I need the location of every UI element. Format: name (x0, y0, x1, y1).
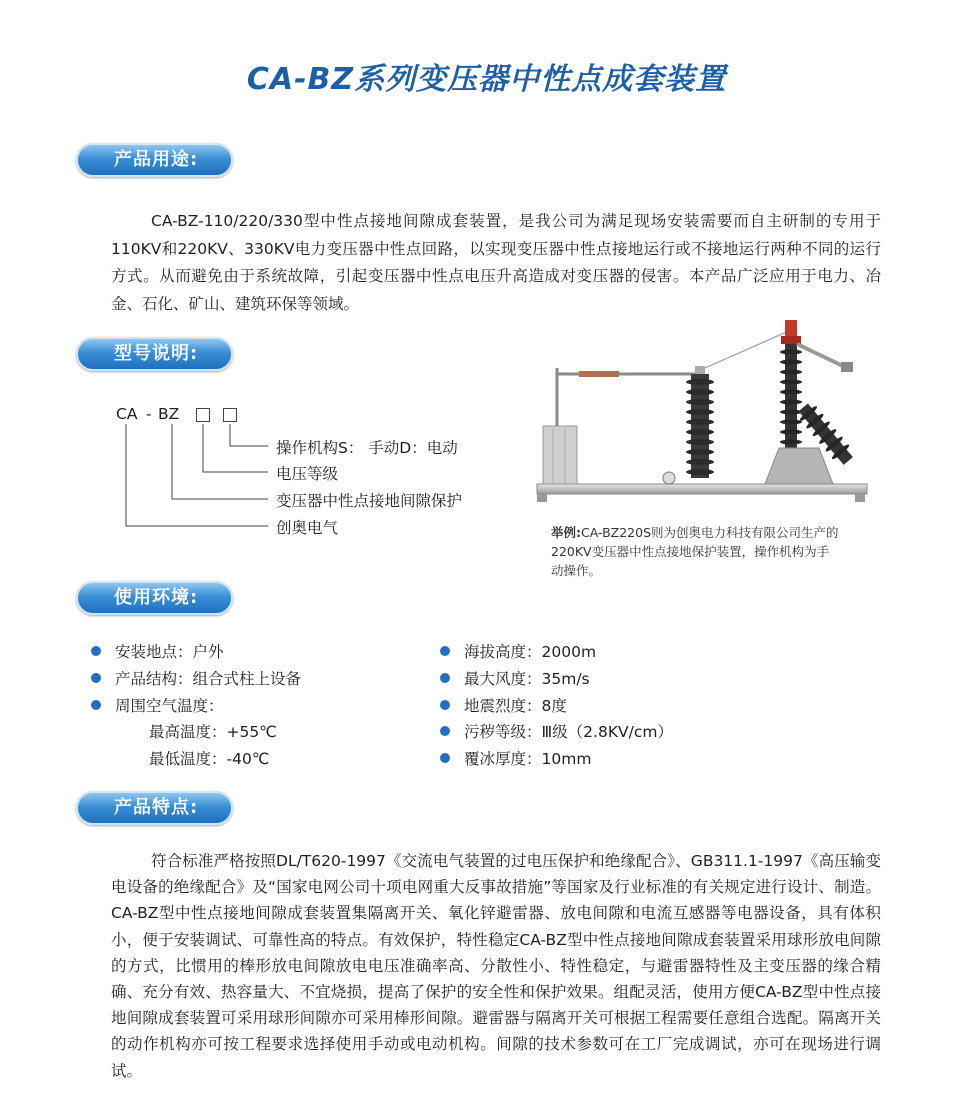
arrester-top (785, 320, 797, 338)
bullet-icon (91, 646, 101, 656)
leader-line-voltage (203, 424, 268, 472)
env-text: 海拔高度：2000m (464, 643, 597, 661)
model-dash: - (146, 405, 152, 423)
env-item (440, 640, 596, 662)
middle-cap (695, 366, 705, 374)
model-prefix-ca: CA (116, 405, 138, 423)
base-foot-right (855, 494, 865, 502)
model-line-operation: 操作机构S： 手动D：电动 (276, 439, 458, 457)
env-text: 周围空气温度： (115, 697, 224, 715)
arrester-column (780, 344, 802, 450)
switch-arm (797, 344, 847, 368)
features-paragraph: 符合标准严格按照DL/T620-1997《交流电气装置的过电压保护和绝缘配合》、GB311.1-1997《高压输变电设备的绝缘配合》及“国家电网公司十项电网重大反事故措施”等国家及行业标准的有关规定进行设计、制造。CA-BZ型中性点接地间隙成套装置集隔离开关、氧化锌避雷器、放电间隙和电流互感器等电器设备，具有体积小，便于安装调试、可靠性高的特点。有效保护，特性稳定CA-BZ型中性点接地间隙成套装置采用球形放电间隙的方式，比惯用的棒形放电间隙放电电压准确率高、分散性小、特性稳定，与避雷器特性及主变压器的缘合精确、充分有效、热容量大、不宜烧损，提高了保护的安全性和保护效果。组配灵活，使用方便CA-BZ型中性点接地间隙成套装置可采用球形间隙亦可采用棒形间隙。避雷器与隔离开关可根据工程需要任意组合选配。隔离开关的动作机构亦可按工程要求选择使用手动或电动机构。间隙的技术参数可在工厂完成调试，亦可在现场进行调试。 (111, 852, 881, 1080)
section-tag-usage: 产品用途: (76, 143, 233, 177)
usage-paragraph: CA-BZ-110/220/330型中性点接地间隙成套装置，是我公司为满足现场安装需要而自主研制的专用于110KV和220KV、330KV电力变压器中性点回路，以实现变压器中性点接地运行或不接地运行两种不同的运行方式。从而避免由于系统故障，引起变压器中性点电压升高造成对变压器的侵害。本产品广泛应用于电力、冶金、石化、矿山、建筑环保等领域。 (111, 212, 881, 313)
leader-line-brand (126, 424, 268, 526)
env-text: 地震烈度：8度 (464, 697, 567, 715)
current-transformer (543, 426, 577, 484)
model-prefix-bz: BZ (158, 405, 180, 423)
leader-line-operation (230, 424, 268, 446)
bullet-icon (440, 726, 450, 736)
env-text: 最大风度：35m/s (464, 670, 590, 688)
env-item (440, 667, 590, 689)
section-tag-features: 产品特点: (76, 791, 233, 825)
bullet-icon (440, 646, 450, 656)
env-text: 产品结构：组合式柱上设备 (115, 670, 302, 688)
env-item (440, 720, 673, 742)
env-item (440, 747, 591, 769)
env-text: 安装地点：户外 (115, 643, 224, 661)
caption-text: CA-BZ220S则为创奥电力科技有限公司生产的220KV变压器中性点接地保护装置，操作机构为手动操作。 (551, 525, 839, 578)
env-item (91, 694, 224, 716)
model-line-protection: 变压器中性点接地间隙保护 (276, 492, 463, 510)
model-line-brand: 创奥电气 (276, 519, 339, 537)
counter-dial (663, 472, 675, 484)
bullet-icon (440, 753, 450, 763)
gap-electrode (579, 371, 619, 377)
middle-insulator (686, 374, 714, 478)
env-temp-min: 最低温度：-40℃ (149, 750, 270, 768)
leader-line-protection (172, 424, 268, 499)
device-photo (529, 308, 889, 518)
base-foot-left (537, 494, 547, 502)
switch-head (841, 362, 853, 372)
base-frame (537, 484, 867, 494)
section-tag-environment: 使用环境: (76, 581, 233, 615)
bullet-icon (91, 700, 101, 710)
env-text: 污秽等级：Ⅲ级（2.8KV/cm） (464, 723, 673, 741)
bullet-icon (440, 673, 450, 683)
mount-bracket (765, 448, 833, 484)
env-item (91, 667, 301, 689)
bullet-icon (440, 700, 450, 710)
model-line-voltage: 电压等级 (276, 465, 339, 483)
section-tag-model: 型号说明: (76, 337, 233, 371)
env-temp-max: 最高温度：+55℃ (149, 723, 277, 741)
wire (705, 330, 791, 368)
bullet-icon (91, 673, 101, 683)
env-item (91, 640, 224, 662)
caption-label: 举例: (551, 525, 581, 540)
page-title: CA-BZ系列变压器中性点成套装置 (246, 62, 727, 97)
env-item (440, 694, 567, 716)
photo-caption (551, 523, 841, 580)
env-text: 覆冰厚度：10mm (464, 750, 592, 768)
